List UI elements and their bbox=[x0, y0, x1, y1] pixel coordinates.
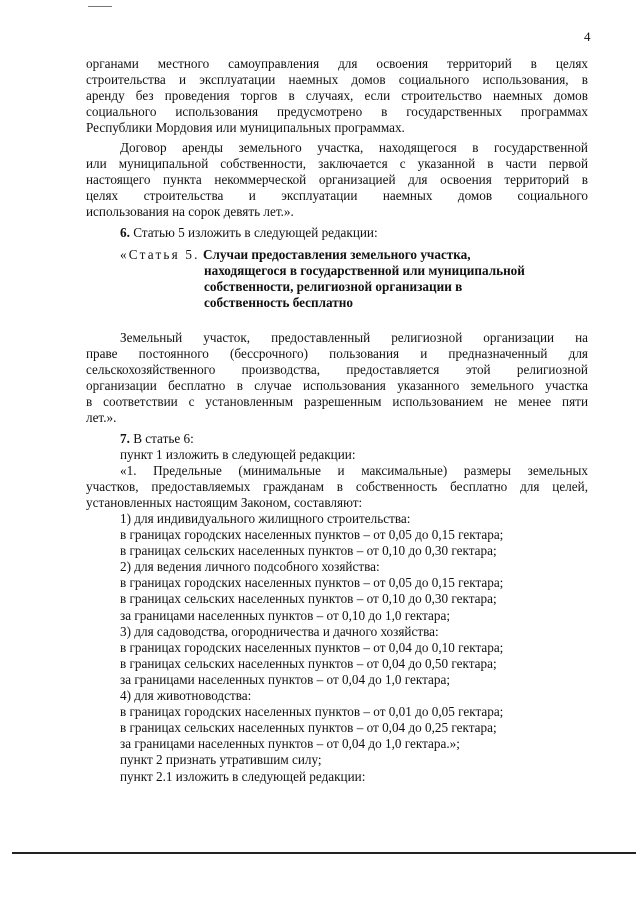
text-line: или муниципальной собственности, заключается с указанной в части первой bbox=[86, 156, 588, 172]
item-text: Статью 5 изложить в следующей редакции: bbox=[129, 225, 378, 240]
text-line: сельскохозяйственного производства, предоставляется этой религиозной bbox=[86, 362, 588, 378]
text-line: организации бесплатно в случае использования указанного земельного участка bbox=[86, 378, 588, 394]
item-6 bbox=[86, 225, 588, 241]
item-number: 6. bbox=[120, 225, 130, 240]
list-item: пункт 2.1 изложить в следующей редакции: bbox=[120, 768, 366, 784]
article-title-line: собственности, религиозной организации в bbox=[204, 279, 463, 295]
list-item: в границах сельских населенных пунктов – от 0,10 до 0,30 гектара; bbox=[120, 591, 497, 607]
text-line: настоящего пункта некоммерческой организацией для освоения территорий в bbox=[86, 172, 588, 188]
text-line: Договор аренды земельного участка, находящегося в государственной bbox=[120, 140, 588, 155]
list-item: в границах сельских населенных пунктов – от 0,04 до 0,25 гектара; bbox=[120, 720, 497, 736]
header-rule bbox=[88, 6, 112, 7]
article-title-line: собственность бесплатно bbox=[204, 295, 353, 311]
item-7 bbox=[86, 431, 588, 447]
text-line: аренду без проведения торгов в случаях, если строительство наемных домов bbox=[86, 88, 588, 104]
list-item: в границах городских населенных пунктов – от 0,01 до 0,05 гектара; bbox=[120, 704, 504, 720]
text-line: целях строительства и эксплуатации наемных домов социального bbox=[86, 188, 588, 204]
article-5-heading bbox=[120, 247, 590, 311]
limits-list bbox=[120, 511, 588, 785]
item-7-sub: пункт 1 изложить в следующей редакции: bbox=[120, 447, 356, 462]
list-item: в границах городских населенных пунктов – от 0,04 до 0,10 гектара; bbox=[120, 639, 504, 655]
article-title-line: Случаи предоставления земельного участка, bbox=[202, 247, 471, 262]
item-text: В статье 6: bbox=[129, 431, 194, 446]
text-line: «1. Предельные (минимальные и максимальные) размеры земельных bbox=[120, 463, 588, 478]
page-number: 4 bbox=[584, 29, 591, 44]
text-line: в соответствии с установленным разрешенным использованием не менее пяти bbox=[86, 394, 588, 410]
text-line: социального использования предусмотрено в государственных программах bbox=[86, 104, 588, 120]
text-line: строительства и эксплуатации наемных домов социального использования, в bbox=[86, 72, 588, 88]
list-item: за границами населенных пунктов – от 0,04 до 1,0 гектара.»; bbox=[120, 736, 460, 752]
list-item: 4) для животноводства: bbox=[120, 688, 252, 704]
item-number: 7. bbox=[120, 431, 130, 446]
list-item: в границах городских населенных пунктов – от 0,05 до 0,15 гектара; bbox=[120, 527, 504, 543]
list-item: пункт 2 признать утратившим силу; bbox=[120, 752, 322, 768]
list-item: за границами населенных пунктов – от 0,10 до 1,0 гектара; bbox=[120, 607, 451, 623]
article-title-line: находящегося в государственной или муниципальной bbox=[204, 263, 525, 279]
text-line: лет.». bbox=[86, 410, 117, 426]
list-item: в границах сельских населенных пунктов – от 0,04 до 0,50 гектара; bbox=[120, 655, 497, 671]
text-line: Земельный участок, предоставленный религиозной организации на bbox=[120, 330, 588, 345]
text-line: праве постоянного (бессрочного) пользования и предназначенный для bbox=[86, 346, 588, 362]
paragraph-limits bbox=[86, 463, 588, 511]
text-line: использования на сорок девять лет.». bbox=[86, 204, 294, 220]
paragraph-contract bbox=[86, 140, 588, 220]
text-line: Республики Мордовия или муниципальных программах. bbox=[86, 120, 405, 136]
list-item: 3) для садоводства, огородничества и дачного хозяйства: bbox=[120, 623, 439, 639]
list-item: в границах городских населенных пунктов – от 0,05 до 0,15 гектара; bbox=[120, 575, 504, 591]
footer-rule bbox=[12, 852, 636, 854]
text-line: органами местного самоуправления для освоения территорий в целях bbox=[86, 56, 588, 71]
text-line: участков, предоставляемых гражданам в собственность бесплатно для целей, bbox=[86, 479, 588, 495]
article-prefix: «Статья 5. bbox=[120, 247, 200, 262]
paragraph-land bbox=[86, 330, 588, 427]
paragraph-continuation bbox=[86, 56, 588, 136]
text-line: установленных настоящим Законом, составляют: bbox=[86, 495, 363, 511]
list-item: за границами населенных пунктов – от 0,04 до 1,0 гектара; bbox=[120, 671, 451, 687]
list-item: 2) для ведения личного подсобного хозяйства: bbox=[120, 559, 380, 575]
list-item: в границах сельских населенных пунктов – от 0,10 до 0,30 гектара; bbox=[120, 543, 497, 559]
list-item: 1) для индивидуального жилищного строительства: bbox=[120, 511, 411, 526]
